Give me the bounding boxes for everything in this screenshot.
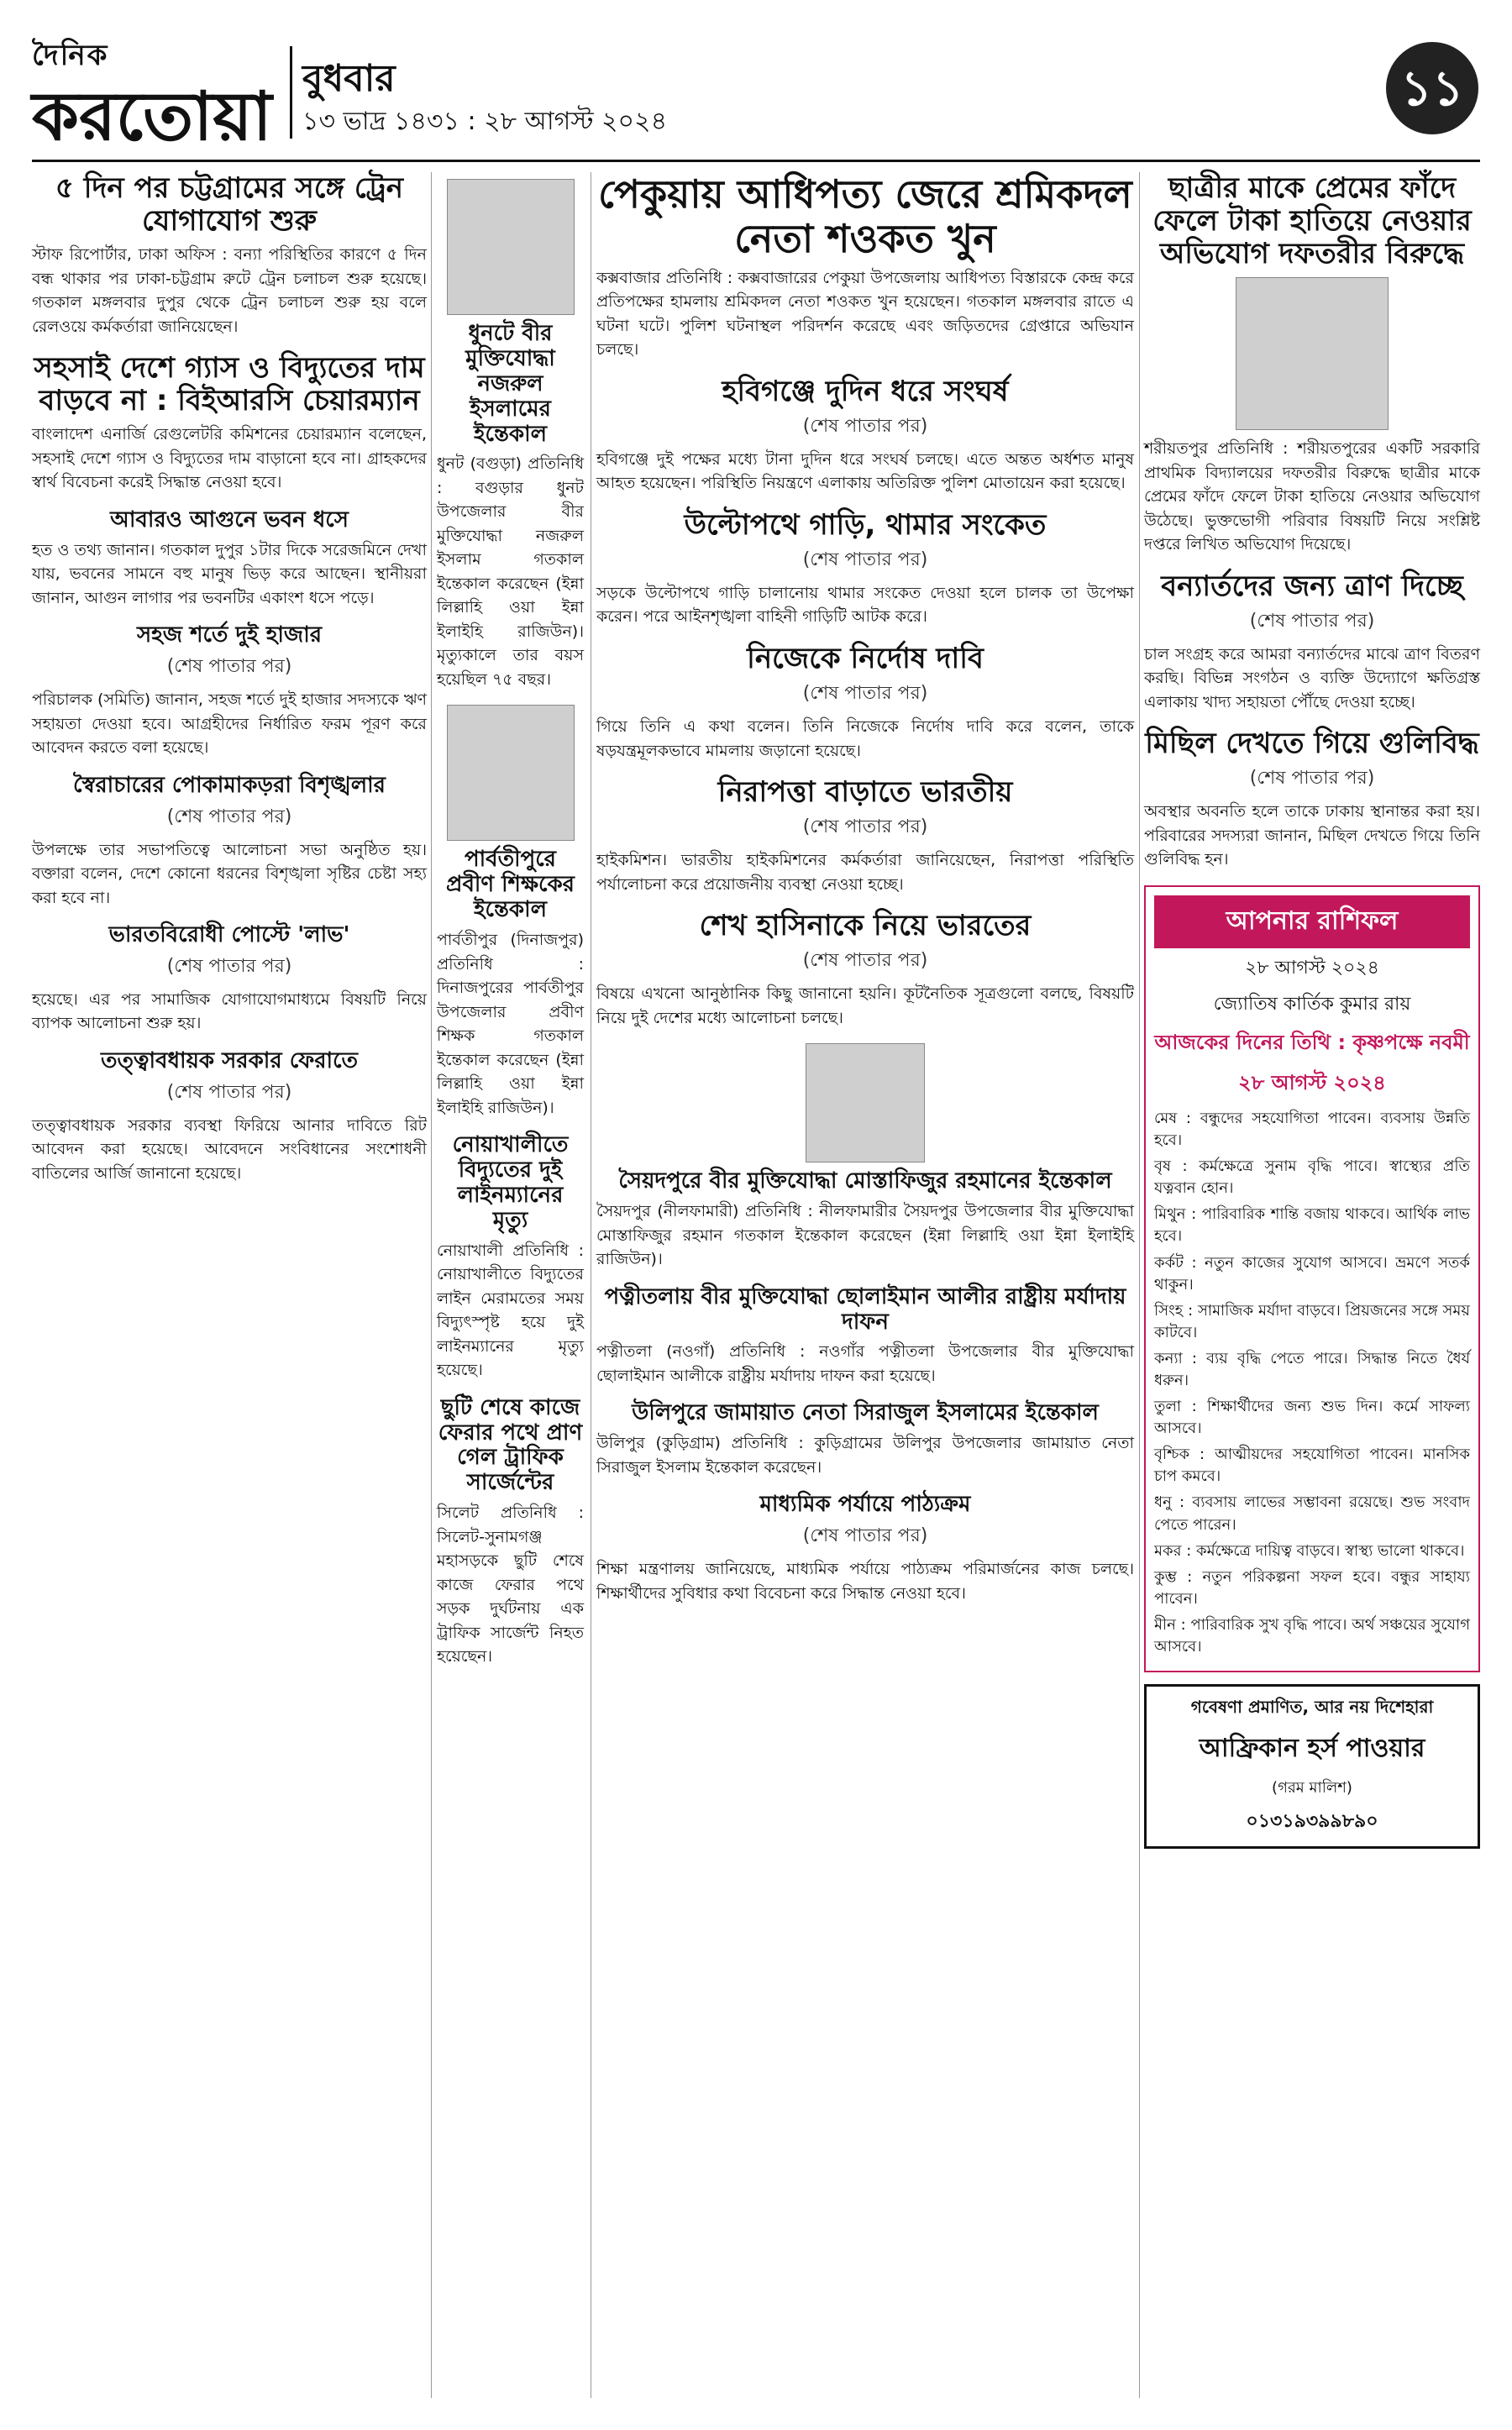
article-body: স্টাফ রিপোর্টার, ঢাকা অফিস : বন্যা পরিস্থিতির কারণে ৫ দিন বন্ধ থাকার পর ঢাকা-চট্টগ্রাম রুটে ট্রেন চলাচল শুরু হয়েছে। গতকাল মঙ্গলবার দুপুর থেকে ট্রেন চলাচল শুরু হয় বলে রেলওয়ে কর্মকর্তারা জানিয়েছেন। bbox=[32, 245, 427, 336]
date-line: ১৩ ভাদ্র ১৪৩১ : ২৮ আগস্ট ২০২৪ bbox=[302, 107, 668, 136]
masthead-rule bbox=[32, 160, 1480, 162]
headline: উলিপুরে জামায়াত নেতা সিরাজুল ইসলামের ইন্তেকাল bbox=[632, 1400, 1099, 1426]
continuation-note: (শেষ পাতার পর) bbox=[1249, 610, 1375, 632]
continuation-note: (শেষ পাতার পর) bbox=[166, 656, 292, 678]
column-2 bbox=[437, 172, 584, 1682]
newspaper-logo bbox=[32, 34, 276, 155]
article-obit3 bbox=[596, 1043, 1134, 1271]
article-body: শিক্ষা মন্ত্রণালয় জানিয়েছে, মাধ্যমিক পর্যায়ে পাঠ্যক্রম পরিমার্জনের কাজ চলছে। শিক্ষার্থীদের সুবিধার কথা বিবেচনা করে সিদ্ধান্ত নেওয়া হবে। bbox=[596, 1560, 1134, 1603]
continuation-note: (শেষ পাতার পর) bbox=[166, 1081, 292, 1103]
horoscope-item: মীন : পারিবারিক সুখ বৃদ্ধি পাবে। অর্থ সঞ্চয়ের সুযোগ আসবে। bbox=[1154, 1615, 1470, 1656]
headline: আবারও আগুনে ভবন ধসে bbox=[110, 506, 349, 533]
article-post bbox=[32, 923, 427, 1036]
article-body: হাইকমিশন। ভারতীয় হাইকমিশনের কর্মকর্তারা জানিয়েছেন, নিরাপত্তা পরিস্থিতি পর্যালোচনা করে প্রয়োজনীয় ব্যবস্থা নেওয়া হচ্ছে। bbox=[596, 851, 1134, 894]
continuation-note: (শেষ পাতার পর) bbox=[166, 806, 292, 827]
article-body: চাল সংগ্রহ করে আমরা বন্যার্তদের মাঝে ত্রাণ বিতরণ করছি। বিভিন্ন সংগঠন ও ব্যক্তি উদ্যোগে ক্ষতিগ্রস্ত এলাকায় খাদ্য সহায়তা পৌঁছে দেওয়া হচ্ছে। bbox=[1144, 644, 1480, 711]
headline: ধুনটে বীর মুক্তিযোদ্ধা নজরুল ইসলামের ইন্তেকাল bbox=[465, 321, 555, 447]
ad-subtitle: (গরম মালিশ) bbox=[1272, 1779, 1352, 1798]
article-body: তত্ত্বাবধায়ক সরকার ব্যবস্থা ফিরিয়ে আনার দাবিতে রিট আবেদন করা হয়েছে। আবেদনে সংবিধানের সংশোধনী বাতিলের আর্জি জানানো হয়েছে। bbox=[32, 1115, 427, 1183]
continuation-note: (শেষ পাতার পর) bbox=[802, 816, 928, 838]
article-obit5 bbox=[596, 1401, 1134, 1479]
article-body: সড়কে উল্টোপথে গাড়ি চালানোয় থামার সংকেত দেওয়া হলে চালক তা উপেক্ষা করেন। পরে আইনশৃঙ্খলা বাহিনী গাড়িটি আটক করে। bbox=[596, 583, 1134, 627]
horoscope-item: কন্যা : ব্যয় বৃদ্ধি পেতে পারে। সিদ্ধান্ত নিতে ধৈর্য ধরুন। bbox=[1154, 1349, 1470, 1389]
article-body: বাংলাদেশ এনার্জি রেগুলেটরি কমিশনের চেয়ারম্যান বলেছেন, সহসাই দেশে গ্যাস ও বিদ্যুতের দাম বাড়ানো হবে না। গ্রাহকদের স্বার্থ বিবেচনা করেই সিদ্ধান্ত নেওয়া হবে। bbox=[32, 425, 427, 492]
column-1 bbox=[32, 172, 427, 1199]
article-body: পার্বতীপুর (দিনাজপুর) প্রতিনিধি : দিনাজপুরের পার্বতীপুর উপজেলার প্রবীণ শিক্ষক গতকাল ইন্তেকাল করেছেন (ইন্না লিল্লাহি ওয়া ইন্না ইলাইহি রাজিউন)। bbox=[437, 931, 584, 1117]
horoscope-date: ২৮ আগস্ট ২০২৪ bbox=[1245, 957, 1379, 979]
horoscope-item: বৃষ : কর্মক্ষেত্রে সুনাম বৃদ্ধি পাবে। স্বাস্থ্যের প্রতি যত্নবান হোন। bbox=[1154, 1157, 1470, 1198]
headline: সহসাই দেশে গ্যাস ও বিদ্যুতের দাম বাড়বে না : বিইআরসি চেয়ারম্যান bbox=[34, 351, 425, 418]
portrait-photo bbox=[806, 1043, 925, 1163]
ad-product-name: আফ্রিকান হর্স পাওয়ার bbox=[1199, 1734, 1425, 1764]
article-caretaker bbox=[32, 1049, 427, 1185]
horoscope-item: কর্কট : নতুন কাজের সুযোগ আসবে। ভ্রমণে সতর্ক থাকুন। bbox=[1154, 1253, 1470, 1294]
horoscope-item: ধনু : ব্যবসায় লাভের সম্ভাবনা রয়েছে। শুভ সংবাদ পেতে পারেন। bbox=[1154, 1493, 1470, 1534]
article-obit4 bbox=[596, 1285, 1134, 1388]
horoscope-author: জ্যোতিষ কার্তিক কুমার রায় bbox=[1213, 993, 1411, 1015]
headline: পত্নীতলায় বীর মুক্তিযোদ্ধা ছোলাইমান আলীর রাষ্ট্রীয় মর্যাদায় দাফন bbox=[604, 1283, 1126, 1335]
article-lineman bbox=[437, 1133, 584, 1383]
article-strike bbox=[596, 375, 1134, 496]
article-gas bbox=[32, 352, 427, 495]
continuation-note: (শেষ পাতার পর) bbox=[802, 548, 928, 570]
column-3 bbox=[596, 172, 1134, 1619]
article-body: হবিগঞ্জে দুই পক্ষের মধ্যে টানা দুদিন ধরে সংঘর্ষ চলছে। এতে অন্তত অর্ধশত মানুষ আহত হয়েছেন। পরিস্থিতি নিয়ন্ত্রণে এলাকায় অতিরিক্ত পুলিশ মোতায়েন করা হয়েছে। bbox=[596, 449, 1134, 493]
horoscope-item: তুলা : শিক্ষার্থীদের জন্য শুভ দিন। কর্মে সাফল্য আসবে। bbox=[1154, 1398, 1470, 1438]
headline: পার্বতীপুরে প্রবীণ শিক্ষকের ইন্তেকাল bbox=[446, 847, 575, 923]
article-pekua bbox=[596, 172, 1134, 362]
article-body: ধুনট (বগুড়া) প্রতিনিধি : বগুড়ার ধুনট উপজেলার বীর মুক্তিযোদ্ধা নজরুল ইসলাম গতকাল ইন্তেকাল করেছেন (ইন্না লিল্লাহি ওয়া ইন্না ইলাইহি রাজিউন)। মৃত্যুকালে তার বয়স হয়েছিল ৭৫ বছর। bbox=[437, 454, 584, 689]
continuation-note: (শেষ পাতার পর) bbox=[802, 683, 928, 705]
article-fire bbox=[32, 508, 427, 610]
article-security bbox=[596, 776, 1134, 896]
article-traffic bbox=[437, 1396, 584, 1669]
portrait-photo bbox=[447, 179, 575, 315]
headline: নিজেকে নির্দোষ দাবি bbox=[747, 641, 984, 675]
article-body: শরীয়তপুর প্রতিনিধি : শরীয়তপুরের একটি সরকারি প্রাথমিক বিদ্যালয়ের দফতরীর বিরুদ্ধে ছাত্রীর মাকে প্রেমের ফাঁদে ফেলে টাকা হাতিয়ে নেওয়ার অভিযোগ উঠেছে। ভুক্তভোগী পরিবার বিষয়টি নিয়ে সংশ্লিষ্ট দপ্তরে লিখিত অভিযোগ দিয়েছে। bbox=[1144, 439, 1480, 554]
horoscope-item: বৃশ্চিক : আত্মীয়দের সহযোগিতা পাবেন। মানসিক চাপ কমবে। bbox=[1154, 1446, 1470, 1486]
article-body: উপলক্ষে তার সভাপতিত্বে আলোচনা সভা অনুষ্ঠিত হয়। বক্তারা বলেন, দেশে কোনো ধরনের বিশৃঙ্খলা সৃষ্টির চেষ্টা সহ্য করা হবে না। bbox=[32, 840, 427, 907]
headline: ভারতবিরোধী পোস্টে 'লাভ' bbox=[108, 922, 350, 948]
headline: হবিগঞ্জে দুদিন ধরে সংঘর্ষ bbox=[722, 374, 1009, 408]
article-body: সৈয়দপুর (নীলফামারী) প্রতিনিধি : নীলফামারীর সৈয়দপুর উপজেলার বীর মুক্তিযোদ্ধা মোস্তাফিজুর রহমান গতকাল ইন্তেকাল করেছেন (ইন্না লিল্লাহি ওয়া ইন্না ইলাইহি রাজিউন)। bbox=[596, 1202, 1134, 1269]
headline: পেকুয়ায় আধিপত্য জেরে শ্রমিকদল নেতা শওকত খুন bbox=[598, 171, 1132, 261]
headline: উল্টোপথে গাড়ি, থামার সংকেত bbox=[684, 507, 1047, 542]
article-gifts bbox=[32, 623, 427, 759]
headline: সহজ শর্তে দুই হাজার bbox=[136, 622, 323, 648]
portrait-photo bbox=[1236, 277, 1389, 430]
headline: তত্ত্বাবধায়ক সরকার ফেরাতে bbox=[100, 1047, 359, 1073]
horoscope-title: আপনার রাশিফল bbox=[1154, 895, 1470, 948]
horoscope-list bbox=[1154, 1108, 1470, 1658]
article-body: উলিপুর (কুড়িগ্রাম) প্রতিনিধি : কুড়িগ্রামের উলিপুর উপজেলার জামায়াত নেতা সিরাজুল ইসলাম ইন্তেকাল করেছেন। bbox=[596, 1434, 1134, 1477]
continuation-note: (শেষ পাতার পর) bbox=[802, 415, 928, 437]
headline: নিরাপত্তা বাড়াতে ভারতীয় bbox=[717, 775, 1013, 810]
article-innocent bbox=[596, 643, 1134, 763]
column-separator bbox=[431, 172, 432, 2398]
article-student bbox=[1144, 172, 1480, 557]
continuation-note: (শেষ পাতার পর) bbox=[1249, 768, 1375, 790]
headline: স্বৈরাচারের পোকামাকড়রা বিশৃঙ্খলার bbox=[73, 772, 386, 798]
article-body: হত ও তথ্য জানান। গতকাল দুপুর ১টার দিকে সরেজমিনে দেখা যায়, ভবনের সামনে বহু মানুষ ভিড় করে আছেন। স্থানীয়রা জানান, আগুন লাগার পর ভবনটির একাংশ ধসে পড়ে। bbox=[32, 540, 427, 607]
article-body: বিষয়ে এখনো আনুষ্ঠানিক কিছু জানানো হয়নি। কূটনৈতিক সূত্রগুলো বলছে, বিষয়টি নিয়ে দুই দেশের মধ্যে আলোচনা চলছে। bbox=[596, 984, 1134, 1027]
day-name: বুধবার bbox=[302, 57, 396, 100]
headline: মাধ্যমিক পর্যায়ে পাঠ্যক্রম bbox=[759, 1492, 971, 1518]
horoscope-item: মেষ : বন্ধুদের সহযোগিতা পাবেন। ব্যবসায় উন্নতি হবে। bbox=[1154, 1109, 1470, 1150]
ad-tagline: গবেষণা প্রমাণিত, আর নয় দিশেহারা bbox=[1190, 1697, 1434, 1718]
tithi-date: ২৮ আগস্ট ২০২৪ bbox=[1238, 1070, 1386, 1094]
article-body: পত্নীতলা (নওগাঁ) প্রতিনিধি : নওগাঁর পত্নীতলা উপজেলার বীর মুক্তিযোদ্ধা ছোলাইমান আলীকে রাষ্ট্রীয় মর্যাদায় দাফন করা হয়েছে। bbox=[596, 1342, 1134, 1385]
article-hasina bbox=[596, 910, 1134, 1030]
headline: ছাত্রীর মাকে প্রেমের ফাঁদে ফেলে টাকা হাতিয়ে নেওয়ার অভিযোগ দফতরীর বিরুদ্ধে bbox=[1152, 171, 1472, 271]
headline: ৫ দিন পর চট্টগ্রামের সঙ্গে ট্রেন যোগাযোগ শুরু bbox=[55, 171, 404, 239]
article-body: সিলেট প্রতিনিধি : সিলেট-সুনামগঞ্জ মহাসড়কে ছুটি শেষে কাজে ফেরার পথে সড়ক দুর্ঘটনায় এক ট্রাফিক সার্জেন্ট নিহত হয়েছেন। bbox=[437, 1504, 584, 1666]
page-number: ১১ bbox=[1386, 42, 1478, 134]
masthead bbox=[0, 0, 1512, 155]
headline: শেখ হাসিনাকে নিয়ে ভারতের bbox=[699, 909, 1032, 943]
article-farm bbox=[596, 509, 1134, 629]
article-obit1 bbox=[437, 322, 584, 691]
masthead-divider bbox=[290, 46, 292, 139]
portrait-photo bbox=[447, 705, 575, 841]
column-4 bbox=[1144, 172, 1480, 1849]
article-body: পরিচালক (সমিতি) জানান, সহজ শর্তে দুই হাজার সদস্যকে ঋণ সহায়তা দেওয়া হবে। আগ্রহীদের নির্ধারিত ফরম পূরণ করে আবেদন করতে বলা হয়েছে। bbox=[32, 690, 427, 758]
ad-phone: ০১৩১৯৩৯৯৮৯০ bbox=[1246, 1811, 1378, 1833]
continuation-note: (শেষ পাতার পর) bbox=[166, 955, 292, 977]
article-textbook bbox=[596, 1493, 1134, 1605]
horoscope-item: মিথুন : পারিবারিক শান্তি বজায় থাকবে। আর্থিক লাভ হবে। bbox=[1154, 1205, 1470, 1246]
continuation-note: (শেষ পাতার পর) bbox=[802, 1525, 928, 1547]
logo-name: করতোয়া bbox=[32, 77, 272, 155]
headline: ছুটি শেষে কাজে ফেরার পথে প্রাণ গেল ট্রাফিক সার্জেন্টের bbox=[438, 1394, 583, 1496]
advertisement bbox=[1144, 1684, 1480, 1849]
horoscope-item: কুম্ভ : নতুন পরিকল্পনা সফল হবে। বন্ধুর সাহায্য পাবেন। bbox=[1154, 1567, 1470, 1608]
article-body: নোয়াখালী প্রতিনিধি : নোয়াখালীতে বিদ্যুতের লাইন মেরামতের সময় বিদ্যুৎস্পৃষ্ট হয়ে দুই লাইনম্যানের মৃত্যু হয়েছে। bbox=[437, 1241, 584, 1380]
article-body: কক্সবাজার প্রতিনিধি : কক্সবাজারের পেকুয়া উপজেলায় আধিপত্য বিস্তারকে কেন্দ্র করে প্রতিপক্ষের হামলায় শ্রমিকদল নেতা শওকত খুন হয়েছেন। গতকাল মঙ্গলবার রাতে এ ঘটনা ঘটে। পুলিশ ঘটনাস্থল পরিদর্শন করেছে এবং জড়িতদের গ্রেপ্তারে অভিযান চলছে। bbox=[596, 268, 1134, 360]
headline: মিছিল দেখতে গিয়ে গুলিবিদ্ধ bbox=[1145, 727, 1479, 761]
article-body: অবস্থার অবনতি হলে তাকে ঢাকায় স্থানান্তর করা হয়। পরিবারের সদস্যরা জানান, মিছিল দেখতে গিয়ে তিনি গুলিবিদ্ধ হন। bbox=[1144, 802, 1480, 869]
tithi-line: আজকের দিনের তিথি : কৃষ্ণপক্ষে নবমী bbox=[1154, 1030, 1470, 1054]
article-train bbox=[32, 172, 427, 339]
horoscope-item: সিংহ : সামাজিক মর্যাদা বাড়বে। প্রিয়জনের সঙ্গে সময় কাটবে। bbox=[1154, 1301, 1470, 1341]
article-flood bbox=[1144, 570, 1480, 715]
article-body: গিয়ে তিনি এ কথা বলেন। তিনি নিজেকে নির্দোষ দাবি করে বলেন, তাকে ষড়যন্ত্রমূলকভাবে মামলায় জড়ানো হয়েছে। bbox=[596, 717, 1134, 760]
article-obit2 bbox=[437, 848, 584, 1120]
headline: সৈয়দপুরে বীর মুক্তিযোদ্ধা মোস্তাফিজুর রহমানের ইন্তেকাল bbox=[618, 1168, 1112, 1194]
headline: বন্যার্তদের জন্য ত্রাণ দিচ্ছে bbox=[1161, 569, 1463, 603]
logo-small: দৈনিক bbox=[32, 39, 109, 72]
headline: নোয়াখালীতে বিদ্যুতের দুই লাইনম্যানের মৃত্যু bbox=[452, 1132, 569, 1233]
article-body: হয়েছে। এর পর সামাজিক যোগাযোগমাধ্যমে বিষয়টি নিয়ে ব্যাপক আলোচনা শুরু হয়। bbox=[32, 989, 427, 1033]
article-autocrat bbox=[32, 774, 427, 910]
horoscope-box bbox=[1144, 885, 1480, 1672]
article-procession bbox=[1144, 727, 1480, 872]
horoscope-item: মকর : কর্মক্ষেত্রে দায়িত্ব বাড়বে। স্বাস্থ্য ভালো থাকবে। bbox=[1154, 1541, 1465, 1560]
column-separator bbox=[1139, 172, 1140, 2398]
continuation-note: (শেষ পাতার পর) bbox=[802, 950, 928, 972]
